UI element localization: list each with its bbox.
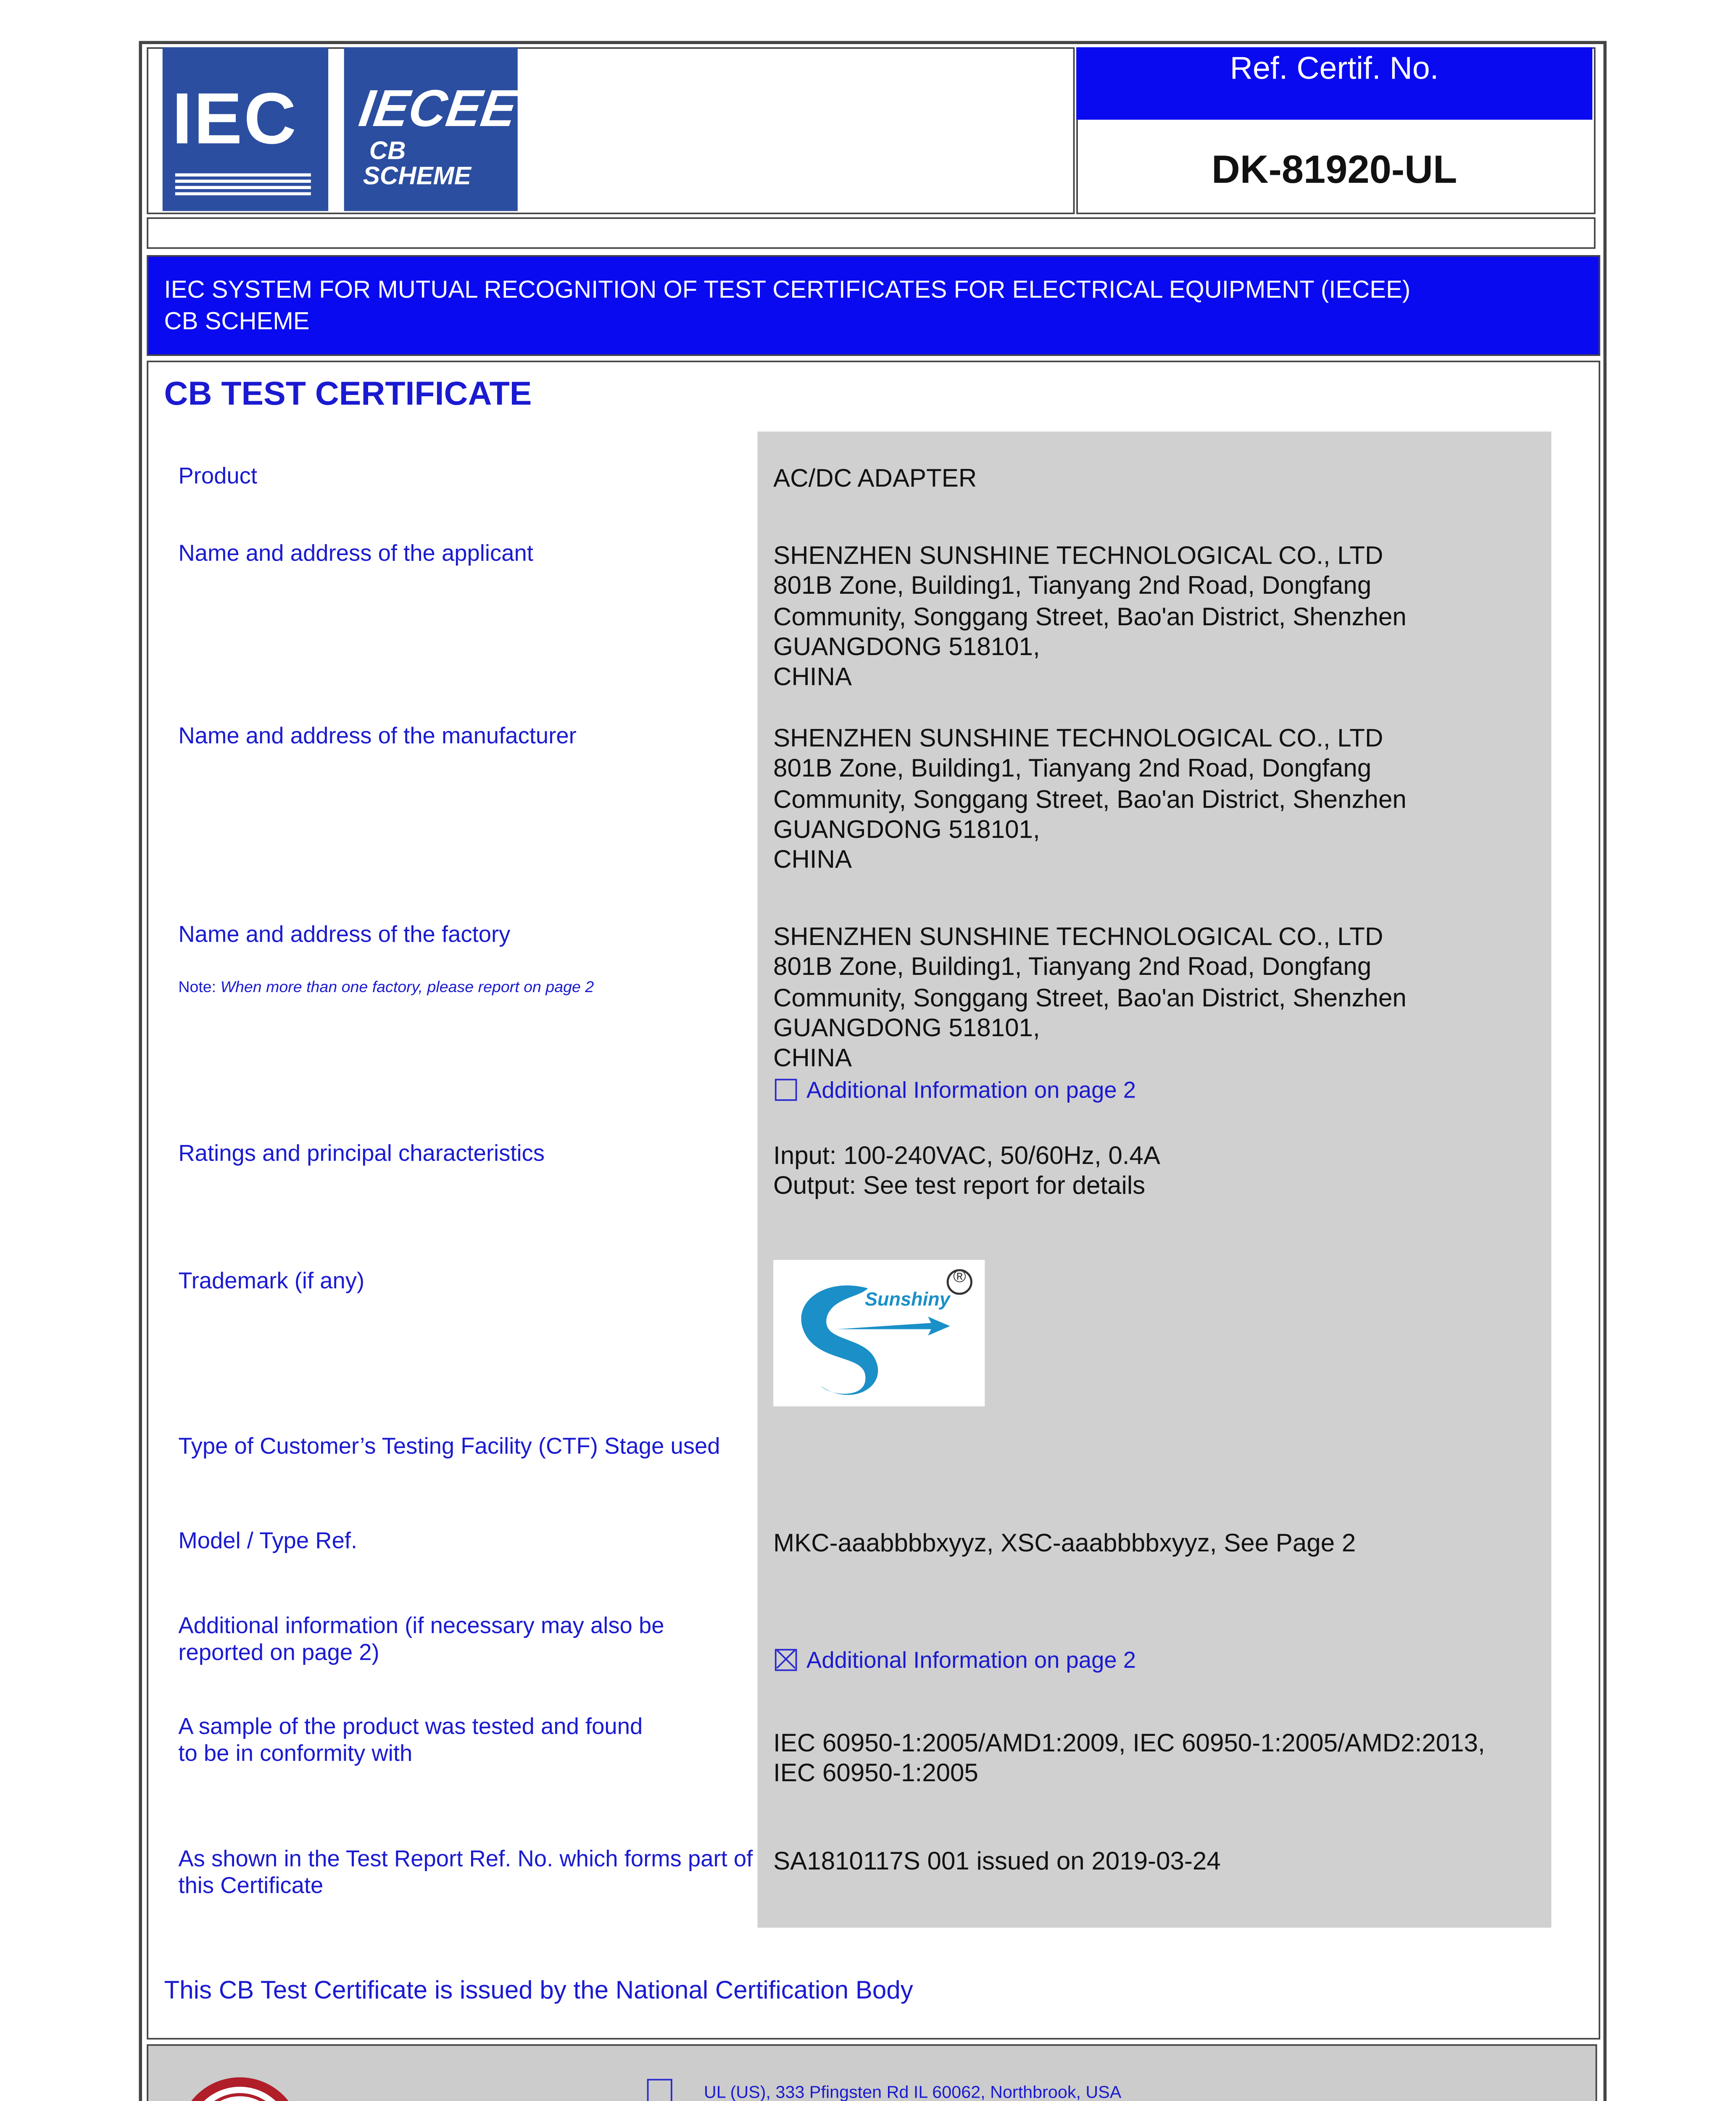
iec-logo-stripes xyxy=(175,173,311,195)
product-value: AC/DC ADAPTER xyxy=(773,466,977,493)
model-label: Model / Type Ref. xyxy=(178,1529,358,1555)
separator-row xyxy=(147,217,1595,249)
banner-line1: IEC SYSTEM FOR MUTUAL RECOGNITION OF TEST CERTIFICATES FOR ELECTRICAL EQUIPMENT (IECEE) xyxy=(164,277,1411,304)
ncb-option-us xyxy=(647,2079,1122,2101)
trademark-label: Trademark (if any) xyxy=(178,1269,365,1295)
factory-additional-info xyxy=(775,1077,1136,1106)
manufacturer-label: Name and address of the manufacturer xyxy=(178,724,577,750)
factory-note-prefix: Note: xyxy=(178,979,221,997)
ctf-label: Type of Customer’s Testing Facility (CTF) Stage used xyxy=(178,1435,720,1460)
banner-line2: CB SCHEME xyxy=(164,308,310,336)
iec-logo xyxy=(163,47,328,211)
trademark-logo-text: Sunshiny xyxy=(864,1288,950,1311)
certificate-title: CB TEST CERTIFICATE xyxy=(164,376,532,413)
manufacturer-value: SHENZHEN SUNSHINE TECHNOLOGICAL CO., LTD 801B Zone, Building1, Tianyang 2nd Road, Dongfang Community, Songgang Street, Bao'an District, Shenzhen GUANGDONG 518101, CHINA xyxy=(773,726,1407,874)
scheme-logo-text: SCHEME xyxy=(363,163,471,191)
ref-label-box xyxy=(1076,47,1592,119)
ncb-us-text: UL (US), 333 Pfingsten Rd IL 60062, Northbrook, USA xyxy=(703,2083,1122,2101)
factory-additional-text: Additional Information on page 2 xyxy=(806,1079,1136,1104)
product-label: Product xyxy=(178,464,258,490)
factory-note-text: When more than one factory, please report on page 2 xyxy=(220,979,594,997)
iecee-cb-scheme-logo xyxy=(344,47,521,211)
factory-label: Name and address of the factory xyxy=(178,923,511,948)
ncb-us-checkbox[interactable] xyxy=(647,2079,672,2101)
applicant-label: Name and address of the applicant xyxy=(178,542,533,567)
factory-note xyxy=(178,979,594,997)
cb-logo-text: CB xyxy=(369,138,406,166)
report-value: SA1810117S 001 issued on 2019-03-24 xyxy=(773,1849,1221,1876)
ul-logo xyxy=(177,2076,303,2101)
additional-info-row xyxy=(775,1647,1136,1675)
registered-mark: ® xyxy=(953,1268,966,1287)
ratings-value: Input: 100-240VAC, 50/60Hz, 0.4A Output: See test report for details xyxy=(773,1143,1160,1201)
iecee-logo-text: IECEE xyxy=(356,79,521,137)
ref-label: Ref. Certif. No. xyxy=(1230,52,1439,87)
report-label: As shown in the Test Report Ref. No. which forms part of this Certificate xyxy=(178,1847,753,1900)
ul-mark-icon xyxy=(177,2076,303,2101)
additional-label: Additional information (if necessary may also be reported on page 2) xyxy=(178,1614,664,1667)
factory-additional-checkbox[interactable] xyxy=(775,1079,797,1101)
model-value: MKC-aaabbbbxyyz, XSC-aaabbbbxyyz, See Page 2 xyxy=(773,1531,1356,1558)
conformity-value: IEC 60950-1:2005/AMD1:2009, IEC 60950-1:2005/AMD2:2013, IEC 60950-1:2005 xyxy=(773,1731,1485,1788)
additional-checkbox-checked[interactable] xyxy=(775,1649,797,1671)
factory-value: SHENZHEN SUNSHINE TECHNOLOGICAL CO., LTD 801B Zone, Building1, Tianyang 2nd Road, Dongfang Community, Songgang Street, Bao'an District, Shenzhen GUANGDONG 518101, CHINA xyxy=(773,924,1407,1073)
additional-value: Additional Information on page 2 xyxy=(806,1649,1136,1674)
issued-by-statement: This CB Test Certificate is issued by the National Certification Body xyxy=(164,1978,913,2005)
scheme-banner xyxy=(147,255,1600,356)
ref-number: DK-81920-UL xyxy=(1211,148,1457,192)
conformity-label: A sample of the product was tested and found to be in conformity with xyxy=(178,1715,643,1767)
applicant-value: SHENZHEN SUNSHINE TECHNOLOGICAL CO., LTD 801B Zone, Building1, Tianyang 2nd Road, Dongfang Community, Songgang Street, Bao'an District, Shenzhen GUANGDONG 518101, CHINA xyxy=(773,543,1407,692)
trademark-logo xyxy=(773,1260,985,1406)
iec-logo-text: IEC xyxy=(172,77,298,159)
ratings-label: Ratings and principal characteristics xyxy=(178,1142,545,1167)
